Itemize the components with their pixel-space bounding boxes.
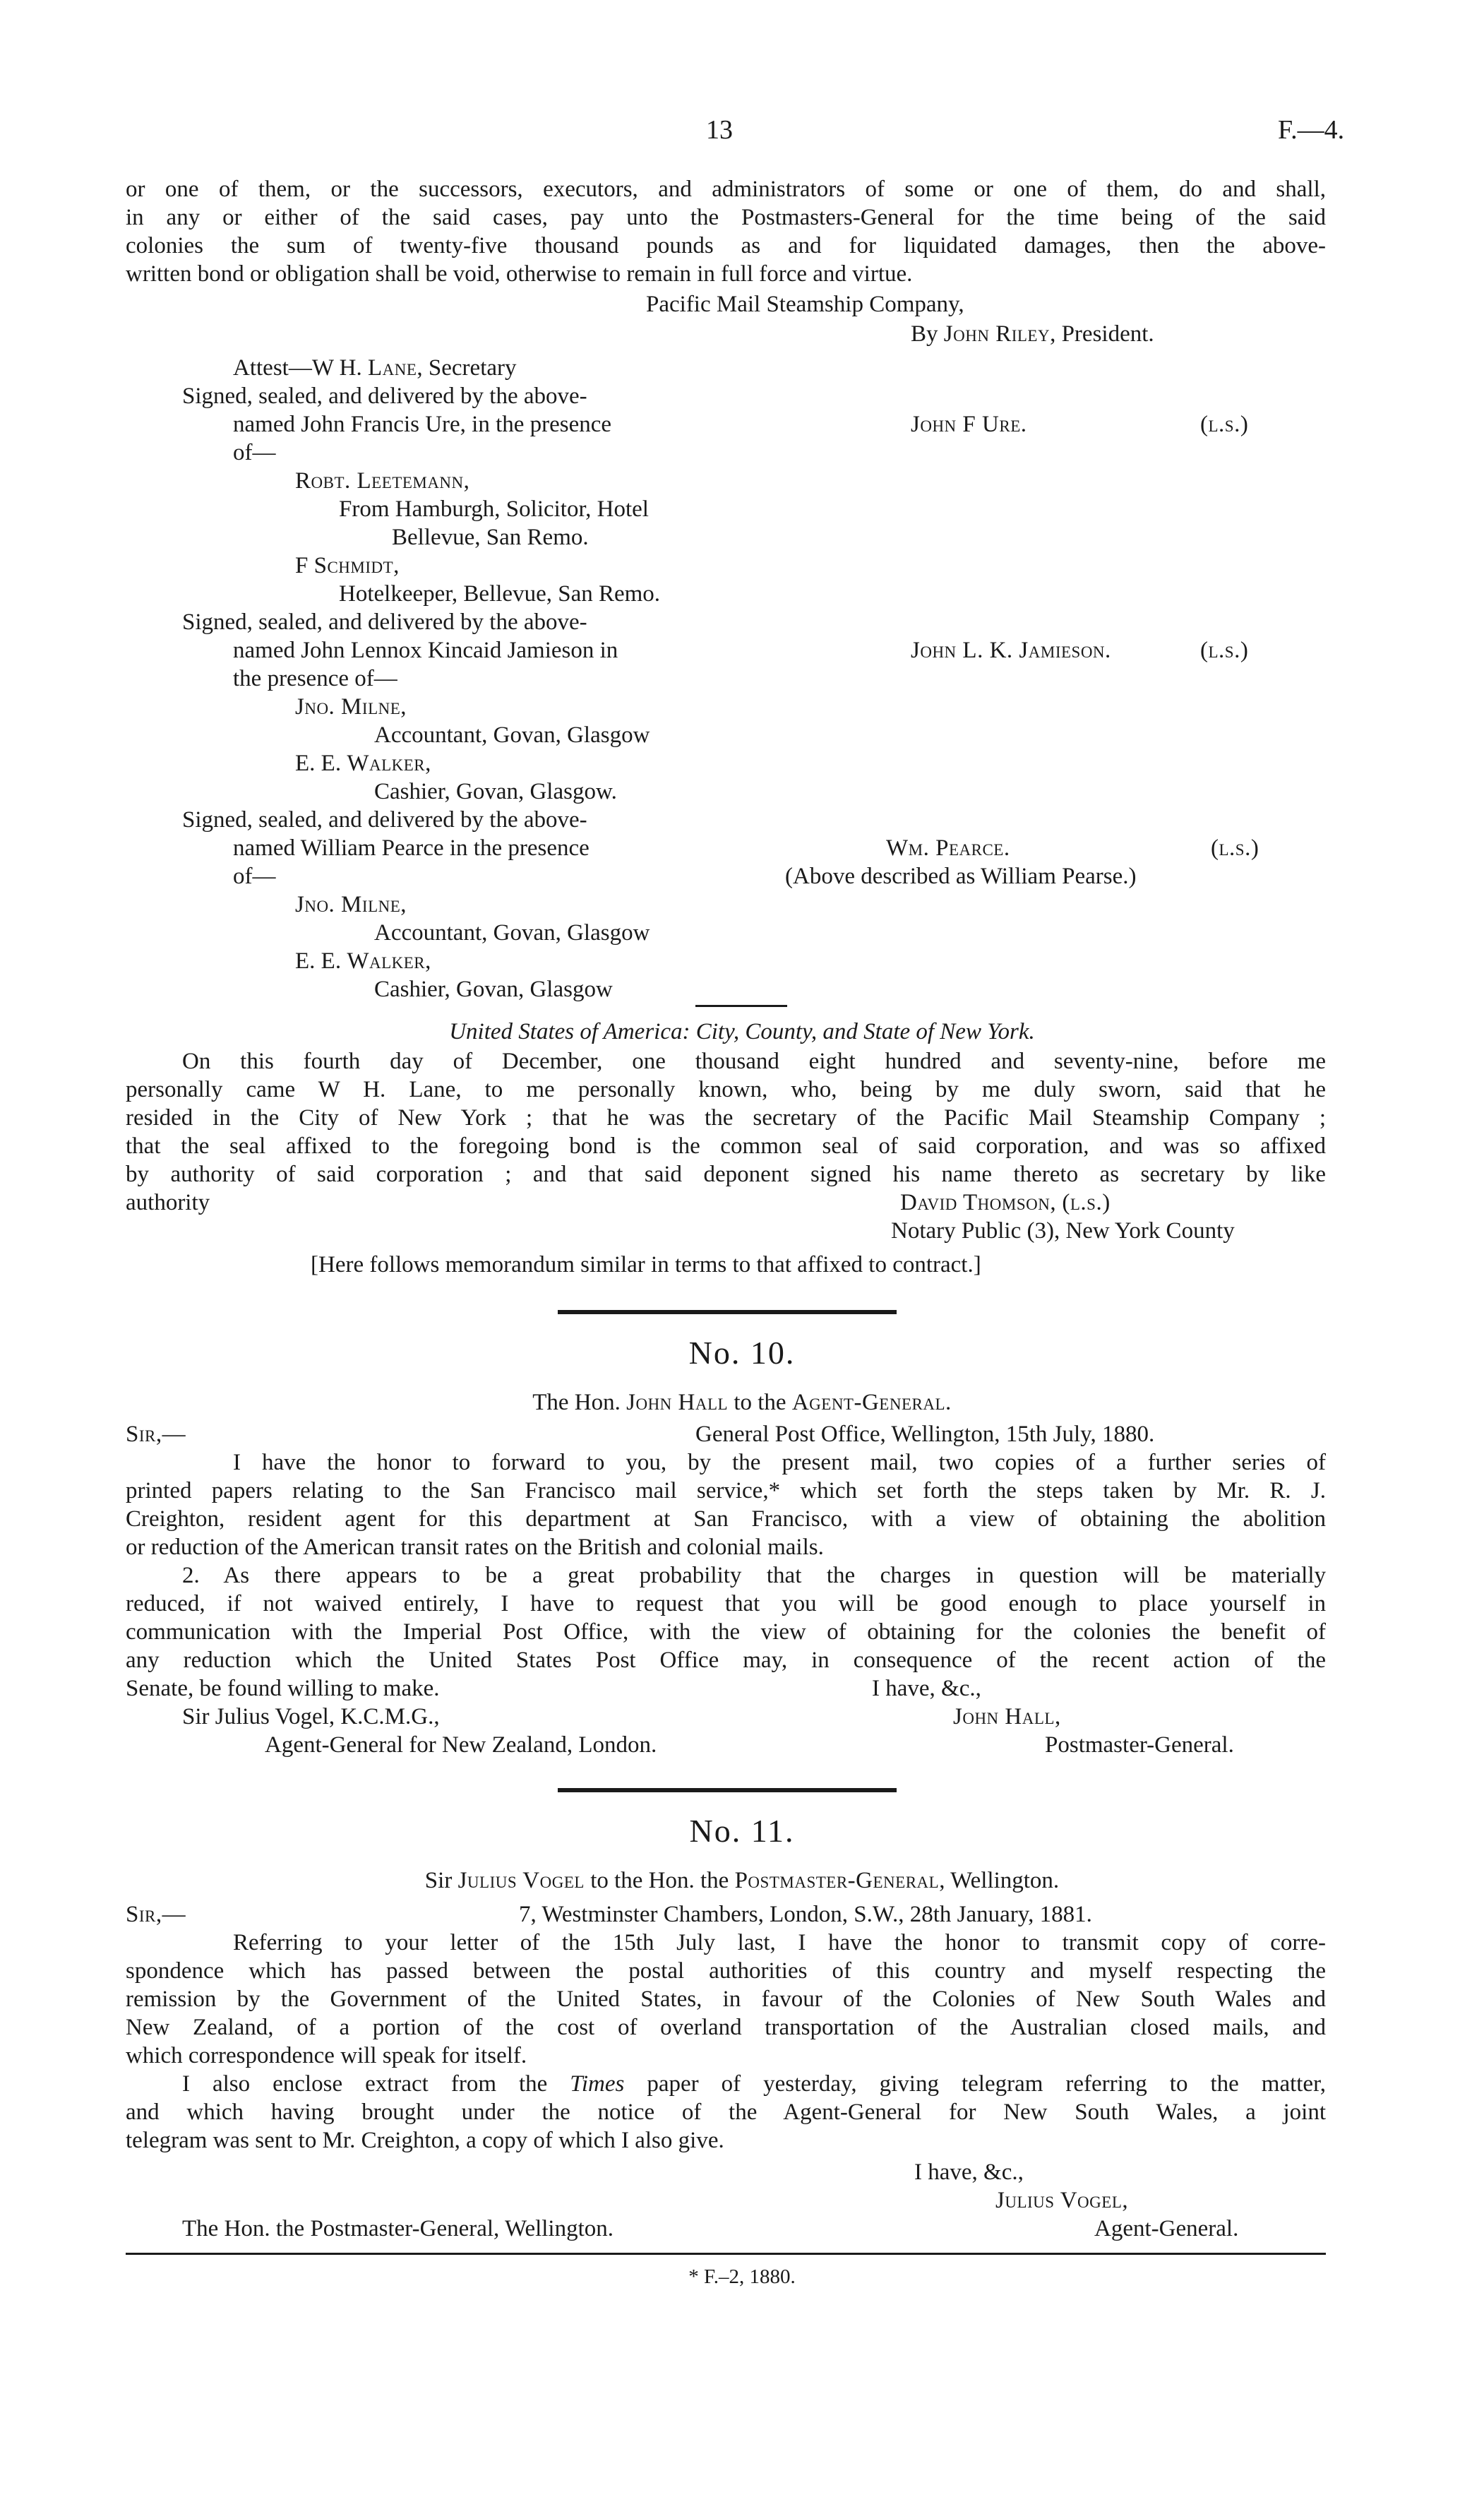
seal-mark: (l.s.) [1200,638,1249,663]
salutation: Sir,— [126,1902,186,1927]
bond-line: in any or either of the said cases, pay unto the Postmasters-General for the time being of the said [126,205,1326,230]
letter-body-line: communication with the Imperial Post Office, with the view of obtaining for the colonies the benefit of [126,1619,1326,1645]
affidavit-line: resided in the City of New York ; that he was the secretary of the Pacific Mail Steamship Company ; [126,1105,1326,1131]
president-signature [911,319,1154,349]
affidavit-line: authority [126,1190,210,1215]
letter-body-line: spondence which has passed between the postal authorities of this country and myself respecting the [126,1958,1326,1984]
letter-body-line: Senate, be found willing to make. [126,1676,440,1701]
witness-name-line [295,946,431,976]
body-text: I also enclose extract from the [182,2071,570,2097]
footnote: * F.–2, 1880. [688,2265,796,2288]
witness-detail: Accountant, Govan, Glasgow [374,920,650,946]
signer-name: Julius Vogel, [995,2188,1129,2213]
body-text: paper of yesterday, giving telegram referring to the matter, [624,2071,1326,2097]
letter-subtitle [0,1388,1484,1417]
letter-closing: I have, &c., [872,1676,981,1701]
witness-name-line [295,551,400,580]
witness-detail: Hotelkeeper, Bellevue, San Remo. [339,581,661,607]
letter-number: No. 10. [688,1335,796,1371]
letter-dateline: 7, Westminster Chambers, London, S.W., 28th January, 1881. [519,1902,1092,1927]
addressee-title: Agent-General for New Zealand, London. [265,1732,657,1758]
footnote-rule [126,2253,1326,2255]
attest-line [233,353,517,383]
subtitle-suffix: , Wellington. [939,1868,1060,1893]
letter-body-line: New Zealand, of a portion of the cost of overland transportation of the Australian closed mails, and [126,2015,1326,2040]
newspaper-title: Times [570,2071,625,2097]
letter-body-line: which correspondence will speak for itself. [126,2043,527,2068]
letter-body-line: any reduction which the United States Post Office may, in consequence of the recent action of the [126,1648,1326,1673]
letter-closing: I have, &c., [914,2160,1024,2185]
seal-mark: (l.s.) [1211,835,1259,861]
section-divider [558,1788,897,1792]
witness-name: Schmidt, [313,553,400,578]
witness-detail: From Hamburgh, Solicitor, Hotel [339,496,649,522]
signed-sealed-text: of— [233,864,276,889]
notary-name: David Thomson, [900,1190,1057,1215]
letter-body-line [182,2069,1326,2099]
signer-title: Postmaster-General. [1045,1732,1234,1758]
notary-title: Notary Public (3), New York County [891,1218,1235,1244]
signed-sealed-text: of— [233,440,276,465]
witness-name-line [295,749,431,778]
letter-body-line: 2. As there appears to be a great probability that the charges in question will be materially [182,1563,1326,1588]
signatory-note: (Above described as William Pearse.) [785,864,1137,889]
letter-body-line: I have the honor to forward to you, by the present mail, two copies of a further series of [233,1450,1326,1475]
company-name: Pacific Mail Steamship Company, [646,292,964,317]
recipient-name: Postmaster-General [734,1868,940,1893]
bond-line: written bond or obligation shall be void, otherwise to remain in full force and virtue. [126,261,913,287]
letter-body-line: telegram was sent to Mr. Creighton, a copy of which I also give. [126,2128,724,2153]
letter-dateline: General Post Office, Wellington, 15th July, 1880. [695,1422,1155,1447]
bond-line: or one of them, or the successors, executors, and administrators of some or one of them, do and shall, [126,177,1326,202]
page-number: 13 [706,115,733,145]
witness-detail: Cashier, Govan, Glasgow. [374,779,617,804]
letter-body-line: printed papers relating to the San Francisco mail service,* which set forth the steps taken by Mr. R. J. [126,1478,1326,1503]
subtitle-prefix: The Hon. [532,1390,627,1415]
affidavit-line: On this fourth day of December, one thousand eight hundred and seventy-nine, before me [182,1049,1326,1074]
attest-name: Lane [367,355,417,381]
affidavit-line: personally came W H. Lane, to me personally known, who, being by me duly sworn, said that he [126,1077,1326,1102]
letter-body-line: and which having brought under the notice of the Agent-General for New South Wales, a joint [126,2099,1326,2125]
signed-sealed-text: Signed, sealed, and delivered by the above- [182,609,587,635]
witness-name: Walker, [347,751,431,776]
attest-prefix: Attest—W H. [233,355,368,381]
witness-name: Jno. Milne, [295,694,407,720]
signed-sealed-text: named John Francis Ure, in the presence [233,412,612,437]
witness-initial: F [295,553,314,578]
short-divider [695,1005,787,1007]
signed-sealed-text: the presence of— [233,666,397,691]
letter-subtitle [0,1866,1484,1895]
by-prefix: By [911,321,944,347]
recipient-name: Agent-General. [791,1390,952,1415]
subtitle-mid: to the Hon. the [584,1868,735,1893]
addressee-name: Sir Julius Vogel, K.C.M.G., [182,1704,440,1729]
subtitle-prefix: Sir [424,1868,458,1893]
sender-name: John Hall [626,1390,729,1415]
president-title: , President. [1050,321,1154,347]
document-reference: F.—4. [1278,115,1345,145]
signatory-name: John L. K. Jamieson. [911,638,1111,663]
subtitle-mid: to the [728,1390,792,1415]
letter-body-line: Creighton, resident agent for this department at San Francisco, with a view of obtaining the abolition [126,1506,1326,1532]
addressee: The Hon. the Postmaster-General, Wellington. [182,2216,614,2241]
signatory-name: John F Ure. [911,412,1027,437]
affidavit-heading: United States of America: City, County, and State of New York. [449,1019,1035,1044]
witness-initials: E. E. [295,948,347,974]
notary-signature [900,1188,1111,1217]
affidavit-line: that the seal affixed to the foregoing bond is the common seal of said corporation, and was so affixed [126,1133,1326,1159]
signed-sealed-text: Signed, sealed, and delivered by the above- [182,383,587,409]
signer-title: Agent-General. [1094,2216,1239,2241]
sender-name: Julius Vogel [457,1868,585,1893]
signed-sealed-text: named John Lennox Kincaid Jamieson in [233,638,618,663]
witness-detail: Accountant, Govan, Glasgow [374,722,650,748]
signed-sealed-text: Signed, sealed, and delivered by the above- [182,807,587,833]
witness-initials: E. E. [295,751,347,776]
salutation: Sir,— [126,1422,186,1447]
attest-suffix: , Secretary [417,355,517,381]
seal-mark: (l.s.) [1062,1190,1111,1215]
witness-name: Jno. Milne, [295,892,407,917]
affidavit-line: by authority of said corporation ; and that said deponent signed his name thereto as secretary by like [126,1162,1326,1187]
bond-line: colonies the sum of twenty-five thousand pounds as and for liquidated damages, then the above- [126,233,1326,258]
witness-detail: Cashier, Govan, Glasgow [374,977,613,1002]
letter-body-line: remission by the Government of the United States, in favour of the Colonies of New South Wales and [126,1986,1326,2012]
president-name: John Riley [943,321,1051,347]
letter-number: No. 11. [689,1813,795,1849]
memorandum-note: [Here follows memorandum similar in terms to that affixed to contract.] [311,1252,981,1277]
signer-name: John Hall, [953,1704,1061,1729]
signatory-name: Wm. Pearce. [886,835,1010,861]
letter-body-line: Referring to your letter of the 15th July last, I have the honor to transmit copy of corre- [233,1930,1326,1955]
letter-body-line: reduced, if not waived entirely, I have to request that you will be good enough to place yourself in [126,1591,1326,1616]
letter-body-line: or reduction of the American transit rates on the British and colonial mails. [126,1535,824,1560]
seal-mark: (l.s.) [1200,412,1249,437]
signed-sealed-text: named William Pearce in the presence [233,835,590,861]
witness-name: Robt. Leetemann, [295,468,470,494]
witness-name: Walker, [347,948,431,974]
section-divider [558,1310,897,1314]
witness-detail: Bellevue, San Remo. [392,525,589,550]
